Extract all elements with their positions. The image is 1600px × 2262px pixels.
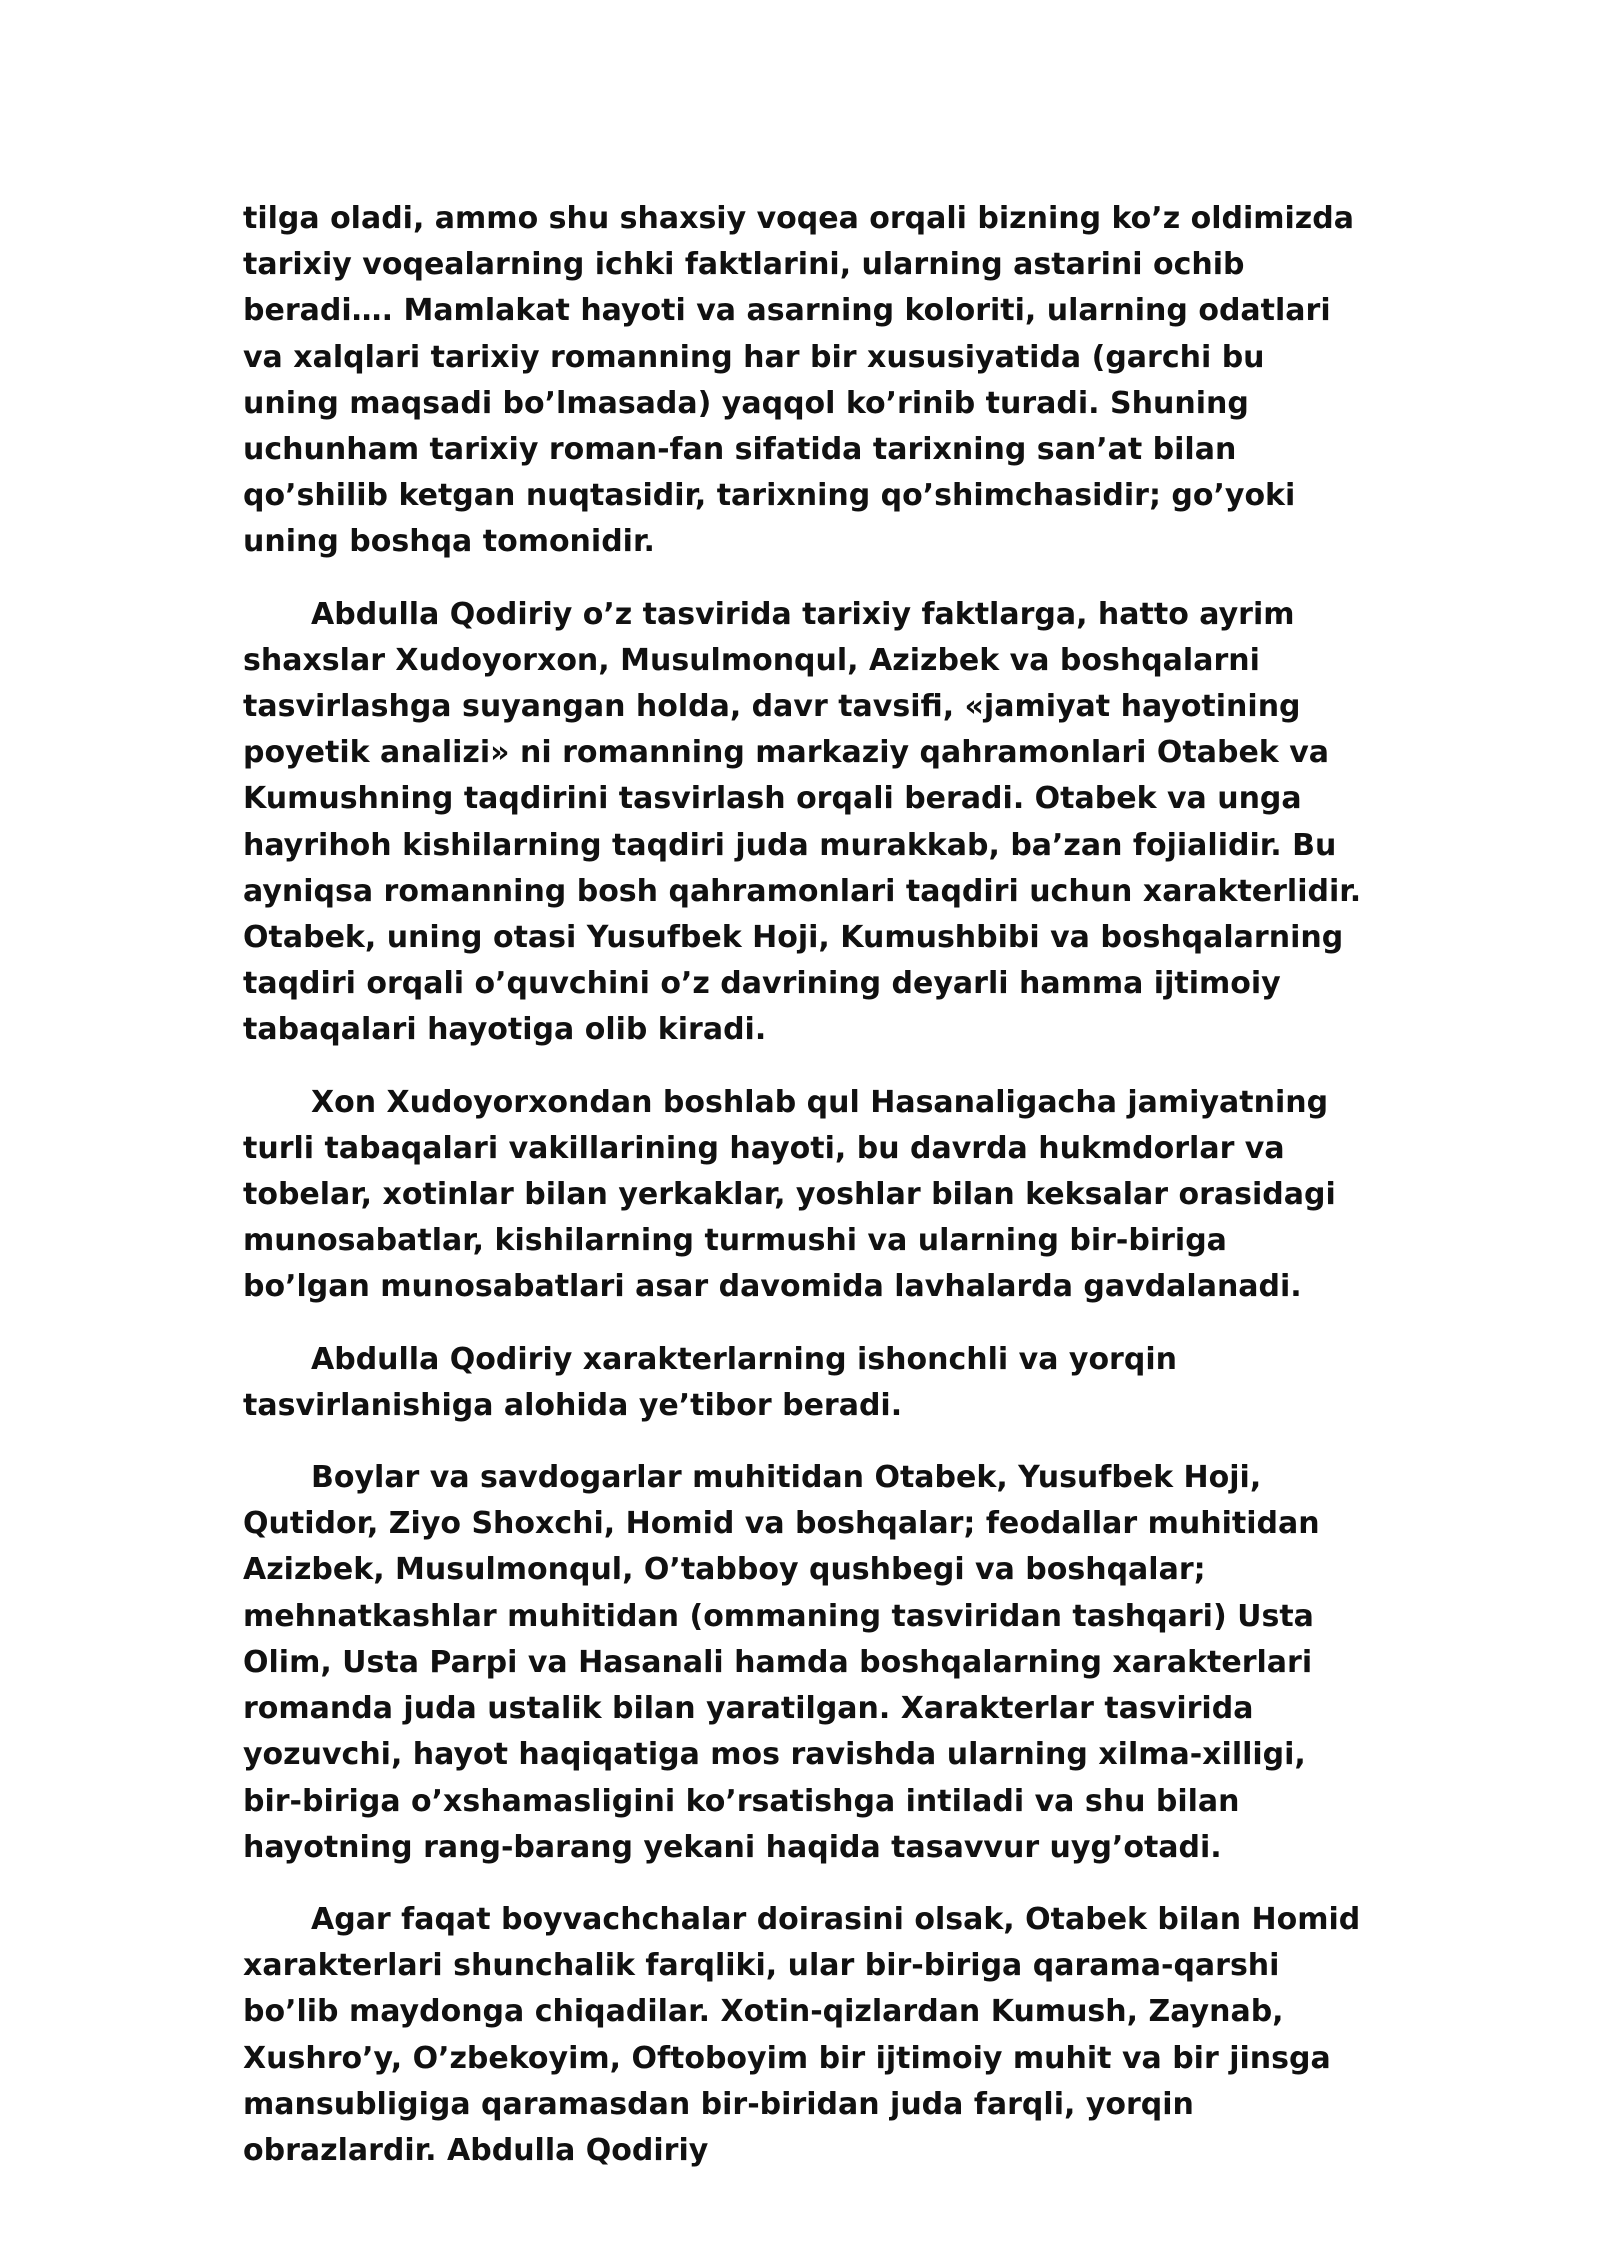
paragraph-6: Agar faqat boyvachchalar doirasini olsak, Otabek bilan Homid xarakterlari shunchalik farqliki, ular bir-biriga qarama-qarshi bo’lib maydonga chiqadilar. Xotin-qizlardan Kumush, Zaynab, Xushro’y, O’zbekoyim, Oftoboyim bir ijtimoiy muhit va bir jinsga mansubligiga qaramasdan bir-biridan juda farqli, yorqin obrazlardir. Abdulla Qodiriy: [243, 1901, 1361, 2168]
paragraph-3: Xon Xudoyorxondan boshlab qul Hasanaligacha jamiyatning turli tabaqalari vakillarining hayoti, bu davrda hukmdorlar va tobelar, xotinlar bilan yerkaklar, yoshlar bilan keksalar orasidagi munosabatlar, kishilarning turmushi va ularning bir-biriga bo’lgan munosabatlari asar davomida lavhalarda gavdalanadi.: [243, 1084, 1336, 1305]
paragraph-4: Abdulla Qodiriy xarakterlarning ishonchli va yorqin tasvirlanishiga alohida ye’tibor beradi.: [243, 1341, 1177, 1423]
document-body: [243, 196, 1363, 2174]
paragraph-2: Abdulla Qodiriy o’z tasvirida tarixiy faktlarga, hatto ayrim shaxslar Xudoyorxon, Musulmonqul, Azizbek va boshqalarni tasvirlashga suyangan holda, davr tavsifi, «jamiyat hayotining poyetik analizi» ni romanning markaziy qahramonlari Otabek va Kumushning taqdirini tasvirlash orqali beradi. Otabek va unga hayrihoh kishilarning taqdiri juda murakkab, ba’zan fojialidir. Bu ayniqsa romanning bosh qahramonlari taqdiri uchun xarakterlidir. Otabek, uning otasi Yusufbek Hoji, Kumushbibi va boshqalarning taqdiri orqali o’quvchini o’z davrining deyarli hamma ijtimoiy tabaqalari hayotiga olib kiradi.: [243, 596, 1362, 1048]
paragraph-1: tilga oladi, ammo shu shaxsiy voqea orqali bizning ko’z oldimizda tarixiy voqealarning ichki faktlarini, ularning astarini ochib beradi…. Mamlakat hayoti va asarning koloriti, ularning odatlari va xalqlari tarixiy romanning har bir xususiyatida (garchi bu uning maqsadi bo’lmasada) yaqqol ko’rinib turadi. Shuning uchunham tarixiy roman-fan sifatida tarixning san’at bilan qo’shilib ketgan nuqtasidir, tarixning qo’shimchasidir; go’yoki uning boshqa tomonidir.: [243, 201, 1354, 560]
paragraph-5: Boylar va savdogarlar muhitidan Otabek, Yusufbek Hoji, Qutidor, Ziyo Shoxchi, Homid va boshqalar; feodallar muhitidan Azizbek, Musulmonqul, O’tabboy qushbegi va boshqalar; mehnatkashlar muhitidan (ommaning tasviridan tashqari) Usta Olim, Usta Parpi va Hasanali hamda boshqalarning xarakterlari romanda juda ustalik bilan yaratilgan. Xarakterlar tasvirida yozuvchi, hayot haqiqatiga mos ravishda ularning xilma-xilligi, bir-biriga o’xshamasligini ko’rsatishga intiladi va shu bilan hayotning rang-barang yekani haqida tasavvur uyg’otadi.: [243, 1460, 1320, 1865]
